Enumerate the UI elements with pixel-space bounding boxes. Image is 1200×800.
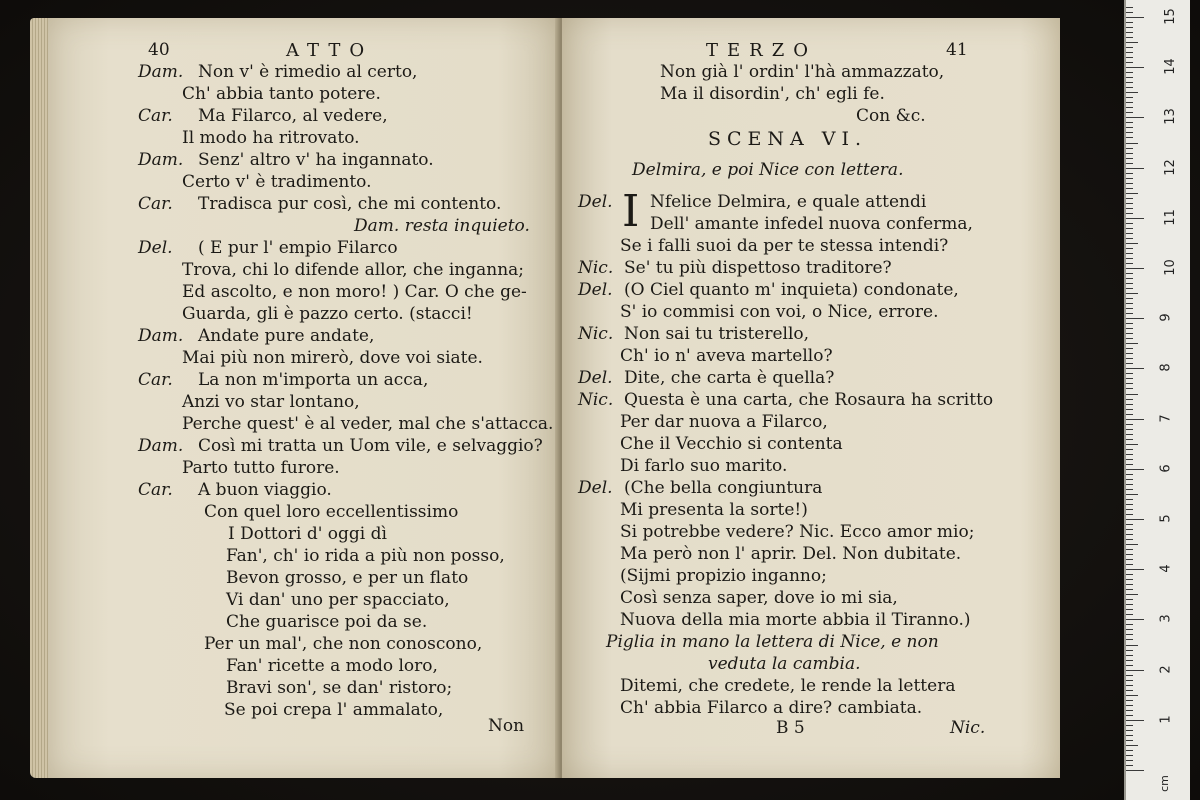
- ruler-tick: [1126, 584, 1133, 585]
- text-line: Di farlo suo marito.: [620, 456, 788, 476]
- text-line: (Che bella congiuntura: [624, 478, 823, 498]
- ruler-tick: [1126, 745, 1138, 746]
- text-line: S' io commisi con voi, o Nice, errore.: [620, 302, 939, 322]
- ruler-tick: [1126, 293, 1138, 294]
- text-line: Non v' è rimedio al certo,: [198, 62, 418, 82]
- ruler-tick: [1126, 419, 1144, 420]
- text-line: Ch' abbia Filarco a dire? cambiata.: [620, 698, 923, 718]
- ruler-tick: [1126, 338, 1133, 339]
- opening-line-2: Ma il disordin', ch' egli fe.: [660, 84, 885, 104]
- text-line: Bravi son', se dan' ristoro;: [226, 678, 453, 698]
- ruler-tick: [1126, 494, 1138, 495]
- text-line: (O Ciel quanto m' inquieta) condonate,: [624, 280, 959, 300]
- ruler-unit: cm: [1157, 775, 1171, 792]
- text-line: Ma Filarco, al vedere,: [198, 106, 388, 126]
- ruler-tick: [1126, 213, 1133, 214]
- ruler-tick: [1126, 414, 1133, 415]
- ruler-tick: [1126, 37, 1133, 38]
- ruler-tick: [1126, 740, 1133, 741]
- ruler-tick: [1126, 183, 1133, 184]
- ruler-tick: [1126, 353, 1133, 354]
- text-line: Ch' io n' aveva martello?: [620, 346, 833, 366]
- ruler-tick: [1126, 273, 1133, 274]
- text-line: Così senza saper, dove io mi sia,: [620, 588, 898, 608]
- text-line: Ch' abbia tanto potere.: [182, 84, 381, 104]
- speaker-label: Car.: [138, 480, 173, 500]
- ruler-tick: [1126, 203, 1133, 204]
- text-line: Bevon grosso, e per un flato: [226, 568, 469, 588]
- ruler-tick: [1126, 650, 1133, 651]
- speaker-label: Del.: [578, 192, 613, 212]
- text-line: A buon viaggio.: [198, 480, 332, 500]
- text-line: (Sijmi propizio inganno;: [620, 566, 827, 586]
- ruler-tick: [1126, 323, 1133, 324]
- ruler-tick: [1126, 504, 1133, 505]
- speaker-label: Car.: [138, 194, 173, 214]
- ruler-tick: [1126, 158, 1133, 159]
- ruler-tick: [1126, 378, 1133, 379]
- text-line: Mai più non mirerò, dove voi siate.: [182, 348, 483, 368]
- right-page: [562, 18, 1060, 778]
- ruler-tick: [1126, 42, 1138, 43]
- ruler-tick: [1126, 278, 1133, 279]
- ruler-tick: [1126, 459, 1133, 460]
- running-head-left: ATTO: [286, 40, 374, 61]
- ruler-tick: [1126, 12, 1133, 13]
- ruler-tick: [1126, 469, 1144, 470]
- ruler-tick: [1126, 47, 1133, 48]
- text-line: Andate pure andate,: [198, 326, 375, 346]
- text-line: Piglia in mano la lettera di Nice, e non: [606, 632, 939, 652]
- ruler-tick: [1126, 514, 1133, 515]
- ruler-tick: [1126, 268, 1144, 269]
- ruler-number: 11: [1162, 209, 1178, 226]
- text-line: Guarda, gli è pazzo certo. (stacci!: [182, 304, 473, 324]
- speaker-label: Dam.: [138, 326, 184, 346]
- ruler-tick: [1126, 112, 1133, 113]
- ruler-number: 15: [1162, 8, 1178, 25]
- ruler-tick: [1126, 770, 1144, 771]
- ruler-tick: [1126, 188, 1133, 189]
- ruler-tick: [1126, 710, 1133, 711]
- ruler-tick: [1126, 363, 1133, 364]
- ruler-tick: [1126, 233, 1133, 234]
- ruler-tick: [1126, 564, 1133, 565]
- ruler-tick: [1126, 680, 1133, 681]
- catchword-left: Non: [488, 716, 525, 736]
- text-line: Se i falli suoi da per te stessa intendi?: [620, 236, 949, 256]
- text-line: Dell' amante infedel nuova conferma,: [650, 214, 973, 234]
- ruler-tick: [1126, 394, 1138, 395]
- ruler-number: 5: [1158, 514, 1174, 523]
- ruler-tick: [1126, 258, 1133, 259]
- ruler-tick: [1126, 263, 1133, 264]
- ruler-tick: [1126, 62, 1133, 63]
- text-line: Mi presenta la sorte!): [620, 500, 808, 520]
- ruler-tick: [1126, 539, 1133, 540]
- ruler-tick: [1126, 87, 1133, 88]
- ruler-tick: [1126, 193, 1138, 194]
- speaker-label: Dam.: [138, 62, 184, 82]
- text-line: Il modo ha ritrovato.: [182, 128, 360, 148]
- text-line: Questa è una carta, che Rosaura ha scritto: [624, 390, 994, 410]
- ruler-tick: [1126, 399, 1133, 400]
- ruler-tick: [1126, 484, 1133, 485]
- text-line: Dite, che carta è quella?: [624, 368, 835, 388]
- ruler-tick: [1126, 243, 1138, 244]
- ruler-tick: [1126, 102, 1133, 103]
- ruler-tick: [1126, 122, 1133, 123]
- ruler-number: 1: [1158, 715, 1174, 724]
- ruler-tick: [1126, 127, 1133, 128]
- ruler-tick: [1126, 705, 1133, 706]
- ruler-tick: [1126, 464, 1133, 465]
- ruler-tick: [1126, 685, 1133, 686]
- ruler-tick: [1126, 675, 1133, 676]
- text-line: Nuova della mia morte abbia il Tiranno.): [620, 610, 971, 630]
- ruler-tick: [1126, 449, 1133, 450]
- text-line: Tradisca pur così, che mi contento.: [198, 194, 502, 214]
- ruler-tick: [1126, 695, 1138, 696]
- ruler-tick: [1126, 238, 1133, 239]
- ruler-tick: [1126, 373, 1133, 374]
- ruler-tick: [1126, 619, 1144, 620]
- ruler-tick: [1126, 107, 1133, 108]
- ruler-tick: [1126, 755, 1133, 756]
- ruler-number: 14: [1162, 58, 1178, 75]
- text-line: Per dar nuova a Filarco,: [620, 412, 828, 432]
- ruler-tick: [1126, 313, 1133, 314]
- ruler-tick: [1126, 173, 1133, 174]
- drop-cap: I: [622, 186, 640, 237]
- ruler-tick: [1126, 599, 1133, 600]
- text-line: Anzi vo star lontano,: [182, 392, 360, 412]
- ruler-tick: [1126, 665, 1133, 666]
- ruler-tick: [1126, 208, 1133, 209]
- ruler-tick: [1126, 765, 1133, 766]
- text-line: Vi dan' uno per spacciato,: [226, 590, 450, 610]
- ruler-tick: [1126, 725, 1133, 726]
- ruler-tick: [1126, 614, 1133, 615]
- ruler-tick: [1126, 655, 1133, 656]
- text-line: ( E pur l' empio Filarco: [198, 238, 398, 258]
- page-number-left: 40: [148, 40, 170, 60]
- ruler-tick: [1126, 574, 1133, 575]
- ruler-tick: [1126, 383, 1133, 384]
- ruler-tick: [1126, 589, 1133, 590]
- ruler-tick: [1126, 534, 1133, 535]
- ruler-number: 12: [1162, 158, 1178, 176]
- text-line: La non m'importa un acca,: [198, 370, 429, 390]
- ruler-number: 6: [1158, 464, 1174, 473]
- ruler-tick: [1126, 163, 1133, 164]
- ruler-tick: [1126, 434, 1133, 435]
- ruler-tick: [1126, 609, 1133, 610]
- ruler-number: 3: [1158, 614, 1174, 624]
- ruler-tick: [1126, 92, 1138, 93]
- ruler-tick: [1126, 137, 1133, 138]
- ruler-tick: [1126, 624, 1133, 625]
- ruler-tick: [1126, 529, 1133, 530]
- scene-subtitle: Delmira, e poi Nice con lettera.: [632, 160, 904, 180]
- ruler-tick: [1126, 308, 1133, 309]
- ruler-tick: [1126, 132, 1133, 133]
- text-line: I Dottori d' oggi dì: [228, 524, 387, 544]
- ruler-tick: [1126, 17, 1144, 18]
- catchword-right: Nic.: [950, 718, 986, 738]
- text-line: Certo v' è tradimento.: [182, 172, 372, 192]
- ruler-tick: [1126, 303, 1133, 304]
- ruler-tick: [1126, 424, 1133, 425]
- speaker-label: Del.: [578, 478, 613, 498]
- ruler-number: 4: [1158, 564, 1174, 573]
- ruler-tick: [1126, 343, 1138, 344]
- text-line: Fan' ricette a modo loro,: [226, 656, 438, 676]
- text-line: Se poi crepa l' ammalato,: [224, 700, 444, 720]
- text-line: Che guarisce poi da se.: [226, 612, 428, 632]
- ruler-tick: [1126, 178, 1133, 179]
- ruler-tick: [1126, 700, 1133, 701]
- ruler-tick: [1126, 645, 1138, 646]
- ruler-tick: [1126, 253, 1133, 254]
- text-line: Fan', ch' io rida a più non posso,: [226, 546, 505, 566]
- ruler-tick: [1126, 444, 1138, 445]
- text-line: veduta la cambia.: [708, 654, 861, 674]
- ruler-tick: [1126, 57, 1133, 58]
- ruler-tick: [1126, 388, 1133, 389]
- ruler-tick: [1126, 218, 1144, 219]
- ruler-number: 10: [1162, 259, 1178, 276]
- ruler-tick: [1126, 368, 1144, 369]
- ruler-number: 8: [1158, 363, 1174, 373]
- ruler-tick: [1126, 298, 1133, 299]
- ruler-tick: [1126, 328, 1133, 329]
- text-line: Con quel loro eccellentissimo: [204, 502, 459, 522]
- ruler-tick: [1126, 198, 1133, 199]
- ruler-tick: [1126, 489, 1133, 490]
- ruler-tick: [1126, 454, 1133, 455]
- running-head-right: TERZO: [706, 40, 817, 61]
- ruler-tick: [1126, 32, 1133, 33]
- speaker-label: Del.: [578, 280, 613, 300]
- ruler-tick: [1126, 524, 1133, 525]
- ruler-tick: [1126, 7, 1133, 8]
- ruler-tick: [1126, 283, 1133, 284]
- speaker-label: Nic.: [578, 324, 614, 344]
- signature-mark: B 5: [776, 718, 805, 738]
- ruler-tick: [1126, 429, 1133, 430]
- ruler-tick: [1126, 22, 1133, 23]
- ruler-tick: [1126, 97, 1133, 98]
- ruler-tick: [1126, 52, 1133, 53]
- text-line: Parto tutto furore.: [182, 458, 340, 478]
- text-line: Che il Vecchio si contenta: [620, 434, 843, 454]
- ruler-tick: [1126, 549, 1133, 550]
- speaker-label: Dam.: [138, 436, 184, 456]
- ruler-tick: [1126, 760, 1133, 761]
- scene-title: SCENA VI.: [708, 128, 868, 150]
- speaker-label: Nic.: [578, 390, 614, 410]
- ruler-tick: [1126, 594, 1138, 595]
- text-line: Non sai tu tristerello,: [624, 324, 810, 344]
- ruler-tick: [1126, 509, 1133, 510]
- ruler-tick: [1126, 634, 1133, 635]
- ruler-tick: [1126, 559, 1133, 560]
- ruler-tick: [1126, 519, 1144, 520]
- speaker-label: Del.: [578, 368, 613, 388]
- text-line: Nfelice Delmira, e quale attendi: [650, 192, 927, 212]
- ruler-number: 9: [1158, 313, 1174, 322]
- ruler-tick: [1126, 288, 1133, 289]
- speaker-label: Car.: [138, 370, 173, 390]
- speaker-label: Nic.: [578, 258, 614, 278]
- ruler-tick: [1126, 750, 1133, 751]
- ruler-tick: [1126, 439, 1133, 440]
- ruler-tick: [1126, 690, 1133, 691]
- opening-line-1: Non già l' ordin' l'hà ammazzato,: [660, 62, 945, 82]
- text-line: Se' tu più dispettoso traditore?: [624, 258, 892, 278]
- ruler-tick: [1126, 660, 1133, 661]
- ruler-tick: [1126, 629, 1133, 630]
- ruler-tick: [1126, 333, 1133, 334]
- speaker-label: Dam.: [138, 150, 184, 170]
- ruler-tick: [1126, 715, 1133, 716]
- ruler-tick: [1126, 82, 1133, 83]
- ruler-tick: [1126, 544, 1138, 545]
- ruler-tick: [1126, 579, 1133, 580]
- text-line: Si potrebbe vedere? Nic. Ecco amor mio;: [620, 522, 975, 542]
- ruler-number: 2: [1158, 664, 1174, 674]
- ruler-tick: [1126, 639, 1133, 640]
- ruler-tick: [1126, 730, 1133, 731]
- ruler-tick: [1126, 569, 1144, 570]
- ruler-tick: [1126, 479, 1133, 480]
- ruler-tick: [1126, 117, 1144, 118]
- ruler-number: 13: [1162, 108, 1178, 126]
- text-line: Così mi tratta un Uom vile, e selvaggio?: [198, 436, 543, 456]
- text-line: Perche quest' è al veder, mal che s'attacca.: [182, 414, 554, 434]
- text-line: Dam. resta inquieto.: [354, 216, 530, 236]
- ruler-tick: [1126, 67, 1144, 68]
- ruler-tick: [1126, 670, 1144, 671]
- ruler-tick: [1126, 604, 1133, 605]
- ruler-tick: [1126, 404, 1133, 405]
- speaker-label: Car.: [138, 106, 173, 126]
- text-line: Ma però non l' aprir. Del. Non dubitate.: [620, 544, 962, 564]
- ruler-tick: [1126, 143, 1138, 144]
- ruler-number: 7: [1158, 413, 1174, 423]
- text-line: Senz' altro v' ha ingannato.: [198, 150, 434, 170]
- ruler-tick: [1126, 77, 1133, 78]
- ruler-tick: [1126, 27, 1133, 28]
- ruler-tick: [1126, 228, 1133, 229]
- measuring-ruler: [1124, 0, 1190, 800]
- opening-line-3: Con &c.: [856, 106, 926, 126]
- text-line: Trova, chi lo difende allor, che inganna;: [182, 260, 525, 280]
- ruler-tick: [1126, 223, 1133, 224]
- ruler-tick: [1126, 72, 1133, 73]
- page-number-right: 41: [946, 40, 968, 60]
- ruler-tick: [1126, 474, 1133, 475]
- ruler-tick: [1126, 348, 1133, 349]
- ruler-tick: [1126, 554, 1133, 555]
- ruler-tick: [1126, 168, 1144, 169]
- ruler-tick: [1126, 358, 1133, 359]
- ruler-tick: [1126, 720, 1144, 721]
- left-page: [48, 18, 560, 778]
- ruler-tick: [1126, 148, 1133, 149]
- ruler-tick: [1126, 735, 1133, 736]
- ruler-tick: [1126, 499, 1133, 500]
- ruler-tick: [1126, 248, 1133, 249]
- ruler-tick: [1126, 409, 1133, 410]
- text-line: Ed ascolto, e non moro! ) Car. O che ge-: [182, 282, 527, 302]
- ruler-tick: [1126, 318, 1144, 319]
- text-line: Per un mal', che non conoscono,: [204, 634, 483, 654]
- speaker-label: Del.: [138, 238, 173, 258]
- text-line: Ditemi, che credete, le rende la lettera: [620, 676, 956, 696]
- ruler-tick: [1126, 153, 1133, 154]
